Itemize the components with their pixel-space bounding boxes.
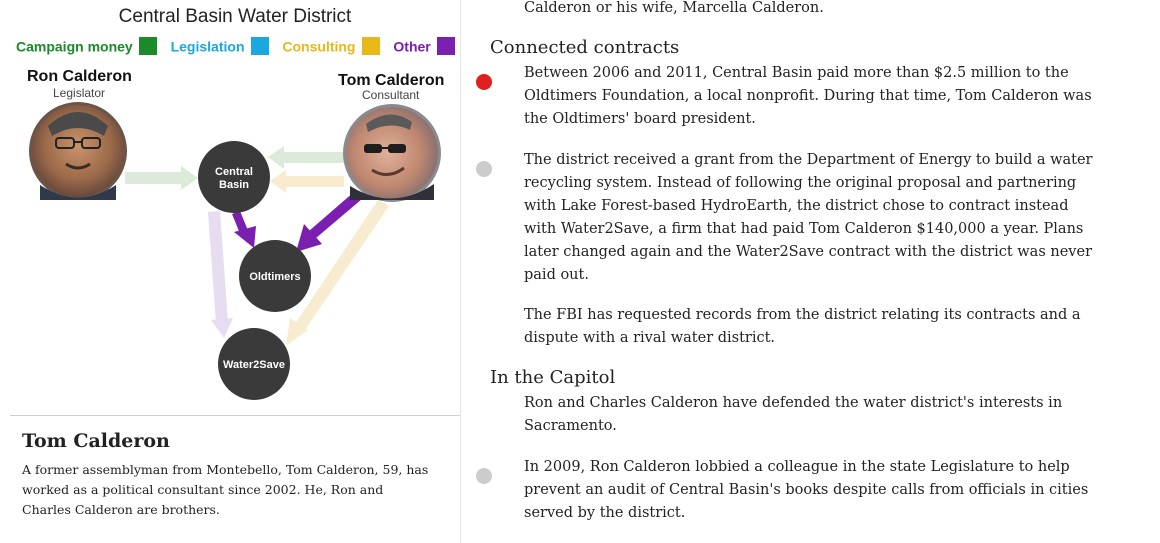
relationship-diagram [0,0,460,415]
arrow-central-basin-to-water2save [208,211,233,338]
arrow-tom-to-central-basin-green [268,146,344,169]
article-paragraph-water2save: The district received a grant from the Department of Energy to build a water recycling system. Instead of following the original proposal and partnering with Lake Forest-based HydroEarth, the district chose to contract instead with Water2Save, a firm that had paid Tom Calderon $140,000 a year. Plans later changed again and the Water2Save contract with the district was never paid out. [524,152,1093,283]
node-oldtimers-label: Oldtimers [249,271,301,283]
timeline-dot[interactable] [476,161,492,177]
arrow-ron-to-central-basin [125,166,198,190]
article-paragraph-top: Calderon or his wife, Marcella Calderon. [524,0,824,16]
legend-label-legislation: Legislation [170,38,245,55]
ron-calderon-photo[interactable] [29,102,127,200]
ron-calderon-role: Legislator [53,86,106,100]
article-paragraph-audit: In 2009, Ron Calderon lobbied a colleague in the state Legislature to help prevent an audit of Central Basin's books despite calls from officials in cities served by the district. [524,459,1089,521]
section-divider [10,415,460,416]
bio-text: A former assemblyman from Montebello, Tom Calderon, 59, has worked as a political consultant since 2002. He, Ron and Charles Calderon are brothers. [22,462,429,517]
node-central-basin[interactable] [198,141,270,213]
arrow-central-basin-to-oldtimers [232,211,256,248]
tom-calderon-role: Consultant [362,88,420,102]
arrow-tom-to-central-basin-yellow [270,170,344,193]
article-paragraph-sacramento: Ron and Charles Calderon have defended the water district's interests in Sacramento. [524,395,1063,434]
bio-name: Tom Calderon [22,430,170,452]
legend-label-other: Other [393,38,431,55]
heading-connected-contracts: Connected contracts [490,37,680,58]
timeline-dot-active[interactable] [476,74,492,90]
tom-calderon-photo[interactable] [343,104,441,202]
article-paragraph-oldtimers: Between 2006 and 2011, Central Basin paid more than $2.5 million to the Oldtimers Foundation, a local nonprofit. During that time, Tom Calderon was the Oldtimers' board president. [524,65,1092,127]
diagram-title: Central Basin Water District [118,6,352,27]
timeline-dot[interactable] [476,468,492,484]
ron-calderon-name: Ron Calderon [27,68,132,85]
node-oldtimers[interactable] [239,240,311,312]
diagram-panel [0,0,460,543]
legend-label-campaign-money: Campaign money [16,38,133,55]
legend-label-consulting: Consulting [282,38,356,55]
node-water2save[interactable] [218,328,290,400]
node-central-basin-label-line2: Basin [219,179,249,191]
article-panel [460,0,1160,543]
article-paragraph-fbi: The FBI has requested records from the district relating its contracts and a dispute with a rival water district. [524,307,1081,346]
tom-calderon-name: Tom Calderon [338,72,445,89]
node-central-basin-label-line1: Central [215,166,253,178]
node-water2save-label: Water2Save [223,359,285,371]
heading-in-the-capitol: In the Capitol [490,367,616,388]
